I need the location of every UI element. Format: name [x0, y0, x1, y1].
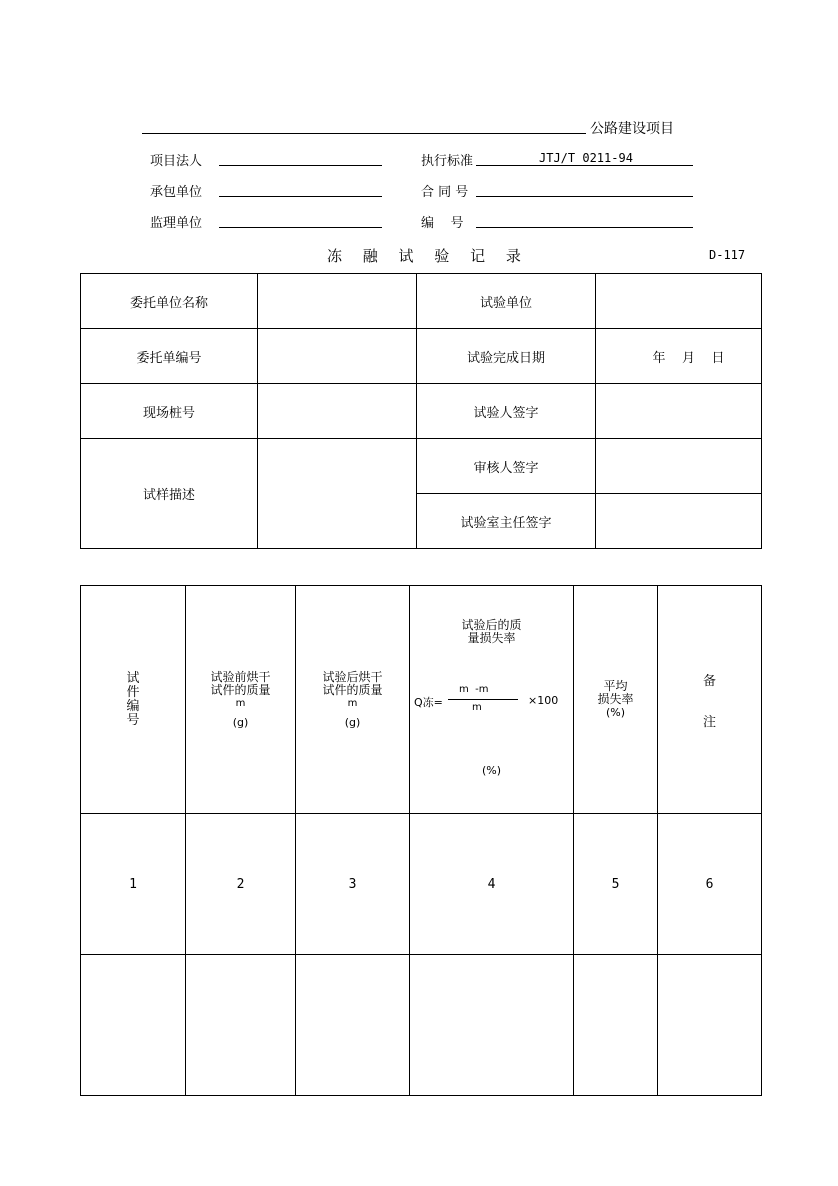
empty-cell[interactable]	[658, 955, 762, 1096]
reviewer-sign-value[interactable]	[596, 439, 762, 494]
formula-denominator: m	[472, 702, 482, 713]
mass-after-unit: (g)	[344, 715, 361, 729]
supervisor-label: 监理单位	[150, 216, 203, 231]
header-avg-loss	[574, 586, 658, 814]
mass-after-symbol: m	[347, 697, 358, 709]
mass-before-line2: 试件的质量	[210, 682, 271, 697]
number-label: 编 号	[421, 216, 464, 231]
form-code: D-117	[709, 248, 746, 262]
tester-sign-label: 试验人签字	[417, 384, 596, 439]
supervisor-field[interactable]	[219, 227, 382, 228]
remarks-line1: 备	[702, 673, 716, 689]
lab-director-sign-value[interactable]	[596, 494, 762, 549]
client-name-label: 委托单位名称	[81, 274, 258, 329]
index-cell: 3	[296, 814, 410, 955]
site-stake-label: 现场桩号	[81, 384, 258, 439]
order-no-value[interactable]	[258, 329, 417, 384]
sample-desc-label: 试样描述	[81, 439, 258, 549]
header-specimen-no-text: 试件编号	[126, 670, 140, 728]
mass-before-unit: (g)	[232, 715, 249, 729]
sample-desc-value[interactable]	[258, 439, 417, 549]
form-title: 冻 融 试 验 记 录	[327, 247, 529, 265]
avg-loss-unit: (%)	[605, 706, 626, 719]
legal-person-field[interactable]	[219, 165, 382, 166]
table-row	[81, 955, 762, 1096]
mass-after-line1: 试验后烘干	[322, 669, 383, 684]
loss-rate-line2: 量损失率	[467, 631, 516, 645]
contract-no-label: 合 同 号	[421, 185, 469, 200]
data-table	[80, 585, 762, 1096]
header-mass-before	[186, 586, 296, 814]
header-remarks	[658, 586, 762, 814]
loss-rate-formula	[414, 684, 570, 716]
empty-cell[interactable]	[574, 955, 658, 1096]
mass-before-symbol: m	[235, 697, 246, 709]
empty-cell[interactable]	[296, 955, 410, 1096]
index-cell: 4	[410, 814, 574, 955]
index-row	[81, 814, 762, 955]
index-cell: 6	[658, 814, 762, 955]
contract-no-field[interactable]	[476, 196, 693, 197]
index-cell: 5	[574, 814, 658, 955]
contractor-label: 承包单位	[150, 185, 203, 200]
standard-label: 执行标准	[421, 154, 474, 169]
empty-cell[interactable]	[81, 955, 186, 1096]
loss-rate-line1: 试验后的质	[461, 618, 522, 632]
info-table	[80, 273, 762, 549]
number-field[interactable]	[476, 227, 693, 228]
avg-loss-line1: 平均	[603, 679, 628, 693]
avg-loss-line2: 损失率	[597, 692, 634, 706]
loss-rate-unit: (%)	[481, 764, 502, 777]
header-specimen-no	[81, 586, 186, 814]
index-cell: 1	[81, 814, 186, 955]
order-no-label: 委托单编号	[81, 329, 258, 384]
tester-sign-value[interactable]	[596, 384, 762, 439]
header-mass-after	[296, 586, 410, 814]
completion-date-value[interactable]: 年 月 日	[596, 329, 762, 384]
standard-value: JTJ/T 0211-94	[539, 151, 633, 165]
site-stake-value[interactable]	[258, 384, 417, 439]
project-name-line	[142, 133, 586, 134]
formula-fraction-bar	[448, 699, 518, 700]
mass-before-line1: 试验前烘干	[210, 669, 271, 684]
lab-director-sign-label: 试验室主任签字	[417, 494, 596, 549]
standard-field[interactable]	[476, 165, 693, 166]
formula-multiplier: ×100	[528, 694, 559, 707]
contractor-field[interactable]	[219, 196, 382, 197]
test-unit-value[interactable]	[596, 274, 762, 329]
reviewer-sign-label: 审核人签字	[417, 439, 596, 494]
legal-person-label: 项目法人	[150, 154, 203, 169]
test-unit-label: 试验单位	[417, 274, 596, 329]
empty-cell[interactable]	[186, 955, 296, 1096]
project-suffix: 公路建设项目	[590, 121, 674, 137]
client-name-value[interactable]	[258, 274, 417, 329]
mass-after-line2: 试件的质量	[322, 682, 383, 697]
index-cell: 2	[186, 814, 296, 955]
formula-numerator: m -m	[459, 684, 489, 695]
header-loss-rate	[410, 586, 574, 814]
completion-date-label: 试验完成日期	[417, 329, 596, 384]
formula-q: Q冻=	[414, 696, 443, 709]
remarks-line2: 注	[702, 714, 716, 730]
empty-cell[interactable]	[410, 955, 574, 1096]
